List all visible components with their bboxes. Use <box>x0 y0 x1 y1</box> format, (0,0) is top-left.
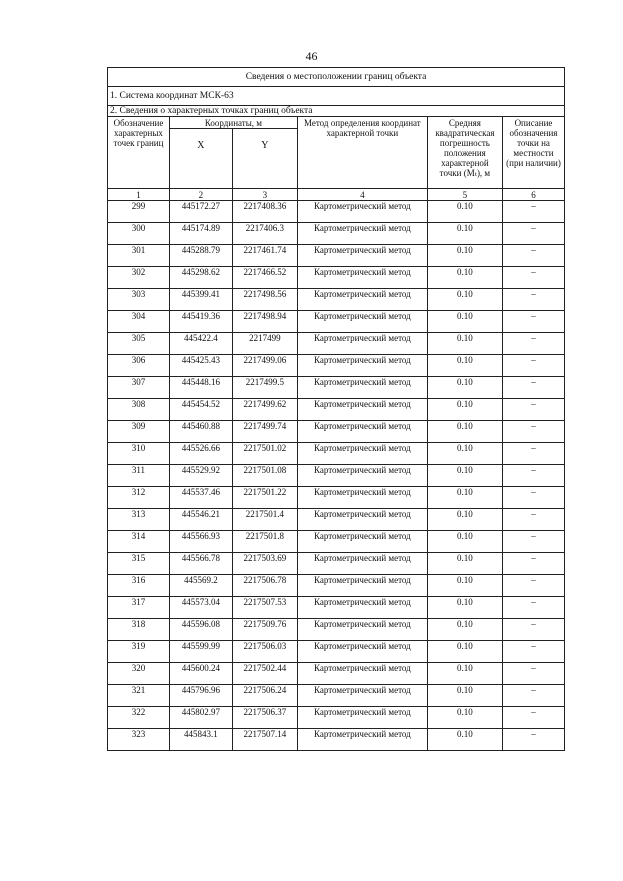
error-cell: 0.10 <box>427 575 502 597</box>
description-cell: – <box>502 399 564 421</box>
point-cell: 307 <box>108 377 170 399</box>
coordinate-system-row: 1. Система координат МСК-63 <box>108 87 565 106</box>
x-coordinate-cell: 445600.24 <box>169 663 232 685</box>
method-cell: Картометрический метод <box>297 289 427 311</box>
y-coordinate-cell: 2217499 <box>232 333 297 355</box>
x-coordinate-cell: 445573.04 <box>169 597 232 619</box>
table-row <box>108 333 565 355</box>
y-coordinate-cell: 2217466.52 <box>232 267 297 289</box>
point-cell: 319 <box>108 641 170 663</box>
description-cell: – <box>502 663 564 685</box>
table-row <box>108 355 565 377</box>
error-cell: 0.10 <box>427 289 502 311</box>
table-row <box>108 641 565 663</box>
description-cell: – <box>502 443 564 465</box>
table-row <box>108 201 565 223</box>
x-coordinate-cell: 445425.43 <box>169 355 232 377</box>
x-coordinate-cell: 445172.27 <box>169 201 232 223</box>
header-description: Описание обозначения точки на местности (при наличии) <box>502 117 564 189</box>
method-cell: Картометрический метод <box>297 201 427 223</box>
method-cell: Картометрический метод <box>297 685 427 707</box>
column-number: 2 <box>169 189 232 201</box>
error-cell: 0.10 <box>427 685 502 707</box>
description-cell: – <box>502 465 564 487</box>
point-cell: 316 <box>108 575 170 597</box>
y-coordinate-cell: 2217498.56 <box>232 289 297 311</box>
x-coordinate-cell: 445422.4 <box>169 333 232 355</box>
y-coordinate-cell: 2217506.03 <box>232 641 297 663</box>
x-coordinate-cell: 445569.2 <box>169 575 232 597</box>
point-cell: 300 <box>108 223 170 245</box>
table-row <box>108 553 565 575</box>
error-cell: 0.10 <box>427 509 502 531</box>
points-section-row: 2. Сведения о характерных точках границ объекта <box>108 106 565 117</box>
y-coordinate-cell: 2217408.36 <box>232 201 297 223</box>
x-coordinate-cell: 445526.66 <box>169 443 232 465</box>
point-cell: 305 <box>108 333 170 355</box>
error-cell: 0.10 <box>427 223 502 245</box>
table-row <box>108 597 565 619</box>
description-cell: – <box>502 355 564 377</box>
point-cell: 309 <box>108 421 170 443</box>
x-coordinate-cell: 445599.99 <box>169 641 232 663</box>
method-cell: Картометрический метод <box>297 443 427 465</box>
point-cell: 306 <box>108 355 170 377</box>
y-coordinate-cell: 2217499.62 <box>232 399 297 421</box>
error-cell: 0.10 <box>427 465 502 487</box>
x-coordinate-cell: 445399.41 <box>169 289 232 311</box>
x-coordinate-cell: 445448.16 <box>169 377 232 399</box>
method-cell: Картометрический метод <box>297 509 427 531</box>
header-error: Средняя квадратическая погрешность положения характерной точки (Mₜ), м <box>427 117 502 189</box>
point-cell: 315 <box>108 553 170 575</box>
method-cell: Картометрический метод <box>297 333 427 355</box>
method-cell: Картометрический метод <box>297 597 427 619</box>
point-cell: 317 <box>108 597 170 619</box>
description-cell: – <box>502 223 564 245</box>
error-cell: 0.10 <box>427 267 502 289</box>
y-coordinate-cell: 2217498.94 <box>232 311 297 333</box>
description-cell: – <box>502 245 564 267</box>
table-row <box>108 685 565 707</box>
table-row <box>108 575 565 597</box>
table-row <box>108 531 565 553</box>
y-coordinate-cell: 2217501.22 <box>232 487 297 509</box>
y-coordinate-cell: 2217406.3 <box>232 223 297 245</box>
error-cell: 0.10 <box>427 421 502 443</box>
point-cell: 312 <box>108 487 170 509</box>
column-number: 5 <box>427 189 502 201</box>
description-cell: – <box>502 201 564 223</box>
method-cell: Картометрический метод <box>297 377 427 399</box>
y-coordinate-cell: 2217506.24 <box>232 685 297 707</box>
error-cell: 0.10 <box>427 729 502 751</box>
description-cell: – <box>502 377 564 399</box>
description-cell: – <box>502 553 564 575</box>
header-x: X <box>169 129 232 189</box>
header-point: Обозначение характерных точек границ <box>108 117 170 189</box>
table-row <box>108 245 565 267</box>
description-cell: – <box>502 267 564 289</box>
y-coordinate-cell: 2217499.5 <box>232 377 297 399</box>
x-coordinate-cell: 445288.79 <box>169 245 232 267</box>
x-coordinate-cell: 445566.78 <box>169 553 232 575</box>
y-coordinate-cell: 2217501.02 <box>232 443 297 465</box>
y-coordinate-cell: 2217503.69 <box>232 553 297 575</box>
table-row <box>108 465 565 487</box>
x-coordinate-cell: 445537.46 <box>169 487 232 509</box>
y-coordinate-cell: 2217506.37 <box>232 707 297 729</box>
x-coordinate-cell: 445460.88 <box>169 421 232 443</box>
x-coordinate-cell: 445802.97 <box>169 707 232 729</box>
y-coordinate-cell: 2217501.08 <box>232 465 297 487</box>
table-row <box>108 707 565 729</box>
x-coordinate-cell: 445843.1 <box>169 729 232 751</box>
table-row <box>108 223 565 245</box>
description-cell: – <box>502 597 564 619</box>
method-cell: Картометрический метод <box>297 707 427 729</box>
x-coordinate-cell: 445454.52 <box>169 399 232 421</box>
column-number: 3 <box>232 189 297 201</box>
y-coordinate-cell: 2217501.4 <box>232 509 297 531</box>
point-cell: 322 <box>108 707 170 729</box>
table-row <box>108 267 565 289</box>
table-row <box>108 509 565 531</box>
method-cell: Картометрический метод <box>297 267 427 289</box>
table-row <box>108 421 565 443</box>
error-cell: 0.10 <box>427 311 502 333</box>
table-row <box>108 663 565 685</box>
description-cell: – <box>502 619 564 641</box>
error-cell: 0.10 <box>427 597 502 619</box>
description-cell: – <box>502 311 564 333</box>
table-row <box>108 377 565 399</box>
table-row <box>108 729 565 751</box>
header-y: Y <box>232 129 297 189</box>
method-cell: Картометрический метод <box>297 553 427 575</box>
error-cell: 0.10 <box>427 377 502 399</box>
point-cell: 303 <box>108 289 170 311</box>
error-cell: 0.10 <box>427 245 502 267</box>
x-coordinate-cell: 445174.89 <box>169 223 232 245</box>
x-coordinate-cell: 445796.96 <box>169 685 232 707</box>
description-cell: – <box>502 421 564 443</box>
column-number: 4 <box>297 189 427 201</box>
table-row <box>108 619 565 641</box>
x-coordinate-cell: 445298.62 <box>169 267 232 289</box>
point-cell: 308 <box>108 399 170 421</box>
description-cell: – <box>502 685 564 707</box>
description-cell: – <box>502 333 564 355</box>
method-cell: Картометрический метод <box>297 641 427 663</box>
y-coordinate-cell: 2217506.78 <box>232 575 297 597</box>
description-cell: – <box>502 575 564 597</box>
table-row <box>108 443 565 465</box>
method-cell: Картометрический метод <box>297 355 427 377</box>
error-cell: 0.10 <box>427 663 502 685</box>
error-cell: 0.10 <box>427 487 502 509</box>
y-coordinate-cell: 2217507.53 <box>232 597 297 619</box>
header-coordinates: Координаты, м <box>169 117 297 129</box>
error-cell: 0.10 <box>427 531 502 553</box>
point-cell: 313 <box>108 509 170 531</box>
table-row <box>108 399 565 421</box>
point-cell: 302 <box>108 267 170 289</box>
method-cell: Картометрический метод <box>297 729 427 751</box>
error-cell: 0.10 <box>427 355 502 377</box>
description-cell: – <box>502 487 564 509</box>
point-cell: 314 <box>108 531 170 553</box>
y-coordinate-cell: 2217461.74 <box>232 245 297 267</box>
y-coordinate-cell: 2217499.06 <box>232 355 297 377</box>
boundary-points-table <box>107 67 565 751</box>
method-cell: Картометрический метод <box>297 223 427 245</box>
error-cell: 0.10 <box>427 201 502 223</box>
error-cell: 0.10 <box>427 619 502 641</box>
method-cell: Картометрический метод <box>297 531 427 553</box>
y-coordinate-cell: 2217501.8 <box>232 531 297 553</box>
point-cell: 304 <box>108 311 170 333</box>
y-coordinate-cell: 2217507.14 <box>232 729 297 751</box>
point-cell: 310 <box>108 443 170 465</box>
description-cell: – <box>502 641 564 663</box>
description-cell: – <box>502 531 564 553</box>
error-cell: 0.10 <box>427 641 502 663</box>
method-cell: Картометрический метод <box>297 619 427 641</box>
method-cell: Картометрический метод <box>297 245 427 267</box>
point-cell: 321 <box>108 685 170 707</box>
error-cell: 0.10 <box>427 553 502 575</box>
description-cell: – <box>502 729 564 751</box>
y-coordinate-cell: 2217509.76 <box>232 619 297 641</box>
method-cell: Картометрический метод <box>297 465 427 487</box>
error-cell: 0.10 <box>427 399 502 421</box>
x-coordinate-cell: 445529.92 <box>169 465 232 487</box>
method-cell: Картометрический метод <box>297 399 427 421</box>
table-row <box>108 487 565 509</box>
table-title: Сведения о местоположении границ объекта <box>108 68 565 87</box>
method-cell: Картометрический метод <box>297 487 427 509</box>
page-number: 46 <box>305 49 318 63</box>
x-coordinate-cell: 445596.08 <box>169 619 232 641</box>
point-cell: 301 <box>108 245 170 267</box>
table-row <box>108 289 565 311</box>
x-coordinate-cell: 445566.93 <box>169 531 232 553</box>
y-coordinate-cell: 2217499.74 <box>232 421 297 443</box>
point-cell: 311 <box>108 465 170 487</box>
header-method: Метод определения координат характерной точки <box>297 117 427 189</box>
error-cell: 0.10 <box>427 707 502 729</box>
point-cell: 320 <box>108 663 170 685</box>
description-cell: – <box>502 707 564 729</box>
column-number: 1 <box>108 189 170 201</box>
table-row <box>108 311 565 333</box>
point-cell: 323 <box>108 729 170 751</box>
y-coordinate-cell: 2217502.44 <box>232 663 297 685</box>
method-cell: Картометрический метод <box>297 421 427 443</box>
point-cell: 299 <box>108 201 170 223</box>
error-cell: 0.10 <box>427 443 502 465</box>
method-cell: Картометрический метод <box>297 663 427 685</box>
method-cell: Картометрический метод <box>297 311 427 333</box>
method-cell: Картометрический метод <box>297 575 427 597</box>
description-cell: – <box>502 509 564 531</box>
point-cell: 318 <box>108 619 170 641</box>
error-cell: 0.10 <box>427 333 502 355</box>
x-coordinate-cell: 445546.21 <box>169 509 232 531</box>
x-coordinate-cell: 445419.36 <box>169 311 232 333</box>
column-number: 6 <box>502 189 564 201</box>
description-cell: – <box>502 289 564 311</box>
